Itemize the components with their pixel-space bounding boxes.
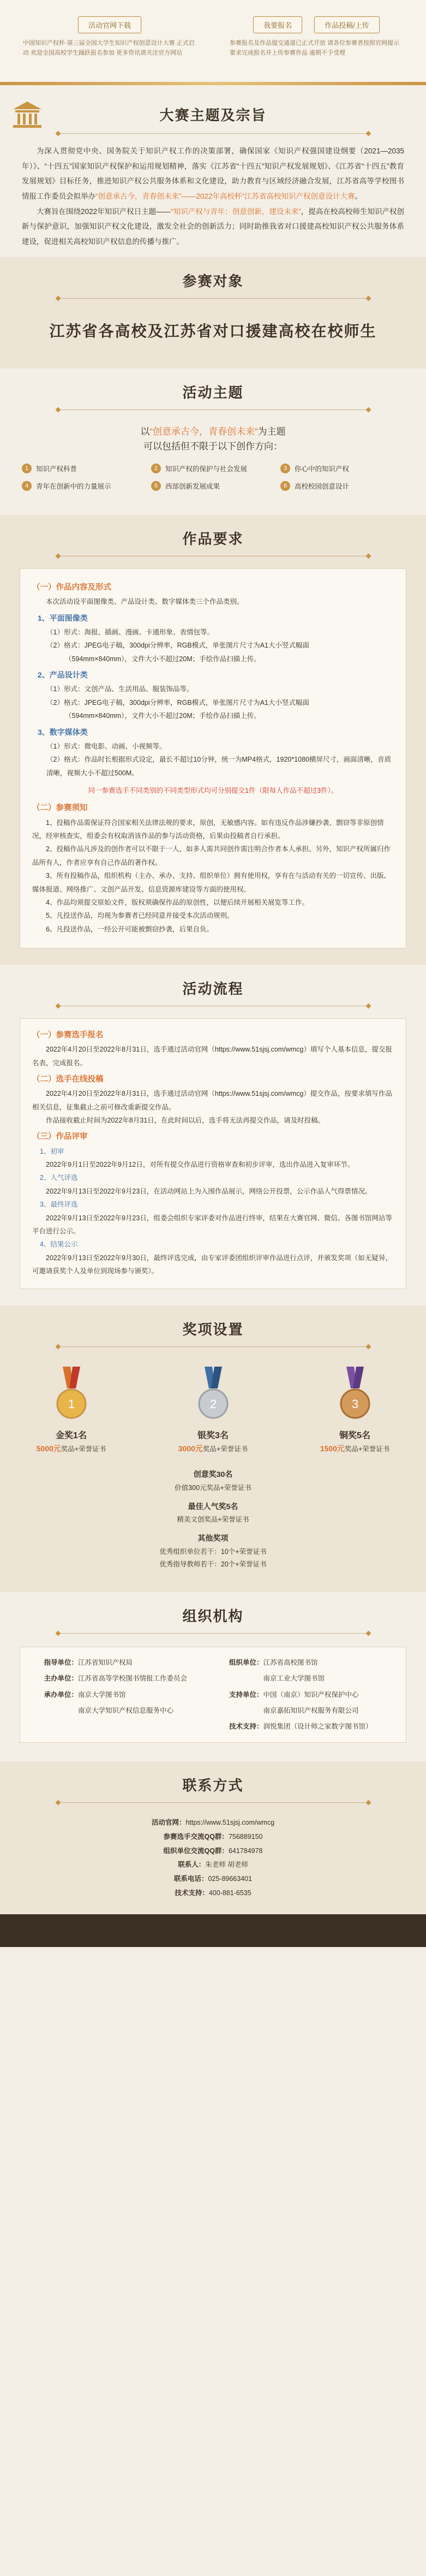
target-title-wrap	[0, 257, 426, 303]
org-value: 江苏省高校图书馆	[263, 1659, 318, 1667]
org-key	[219, 1705, 263, 1717]
contact-list	[0, 1807, 426, 1914]
topic-head-b: 为主题	[257, 426, 286, 437]
flow-sub-4: 4、结果公示	[40, 1240, 78, 1249]
section-target	[0, 257, 426, 369]
works-notice: 2、投稿作品凡涉及的创作者可以不限于一人，如多人需共同创作需注明合作者本人承担。另外，知识产权所属归作品所有人，作者应享有自己作品的著作权。	[32, 845, 391, 866]
org-value: 江苏省高等学校图书情报工作委员会	[78, 1675, 188, 1683]
org-row	[33, 1657, 208, 1669]
section-contact	[0, 1761, 426, 1947]
top-left-panel	[20, 16, 200, 58]
top-left-button-row	[20, 16, 200, 33]
flow-sub-2: 2、人气评选	[40, 1174, 78, 1182]
theme-title-row	[0, 85, 426, 133]
org-row	[219, 1705, 393, 1717]
theme-p2-end: ，提高在校高校师生知识产权创新与保护意识，加强知识产权文化建设，激发全社会的创新活力；同时助推我省对口援建高校知识产权公共服务体系建设，促进相关高校知识产权信息的传播与推广。	[22, 207, 404, 246]
bronze-name: 铜奖5名	[339, 1431, 370, 1441]
section-flow	[0, 965, 426, 1305]
award-medals	[0, 1351, 426, 1457]
topic-item	[22, 464, 146, 473]
theme-title: 大赛主题及宗旨	[159, 106, 267, 123]
flow-step-2: （二）选手在线投稿	[32, 1075, 104, 1084]
topic-head-highlight: “创意承古今，青春创未来”	[149, 426, 258, 437]
silver-medal-icon	[197, 1367, 230, 1421]
awards-title: 奖项设置	[182, 1321, 244, 1338]
org-value: 江苏省知识产权局	[78, 1659, 133, 1667]
creative-award-desc: 价值300元奖品+荣誉证书	[175, 1484, 251, 1492]
contact-value: 641784978	[228, 1847, 263, 1855]
flow-sub-1-text: 2022年9月1日至2022年9月12日，对所有提交作品进行资格审查和初步评审，选出作品进入复审环节。	[46, 1161, 355, 1169]
flow-step-1: （一）参赛选手报名	[32, 1031, 104, 1040]
org-key: 支持单位：	[229, 1690, 263, 1699]
theme-title-rule	[61, 133, 366, 134]
flow-step-1-text: 2022年4月20日至2022年8月31日，选手通过活动官网（https://www.51sjsj.com/wmcg）填写个人基本信息，提交报名表，完成报名。	[32, 1046, 392, 1067]
topic-item-label: 知识产权科普	[36, 465, 77, 473]
theme-p1-end: 。	[355, 192, 363, 201]
top-right-note: 参赛报名及作品提交通道已正式开放 请各位参赛者按照官网提示要求完成报名并上传参赛作品 逾期不予受理	[230, 40, 400, 56]
bronze-rest: 奖品+荣誉证书	[344, 1445, 390, 1453]
number-badge: 6	[280, 481, 290, 491]
target-title: 参赛对象	[182, 272, 244, 289]
topic-head-line2: 可以包括但不限于以下创作方向：	[143, 441, 283, 452]
flow-sub-3-text: 2022年9月13日至2022年9月23日，组委会组织专家评委对作品进行终审，结果在大赛官网、微信、各图书馆网站等平台进行公示。	[32, 1214, 392, 1235]
org-row	[33, 1673, 208, 1684]
section-organization	[0, 1592, 426, 1761]
topic-heading	[0, 414, 426, 461]
top-right-panel	[226, 16, 406, 58]
works-c3-line: （2）格式：作品时长根据形式设定，最长不超过10分钟，统一为MP4格式，1920*1080横屏尺寸，画面清晰，音质清晰，视频大小不超过500M。	[46, 756, 392, 777]
org-title-wrap	[0, 1592, 426, 1645]
org-row	[219, 1689, 393, 1701]
number-badge: 3	[280, 464, 290, 473]
topic-item-label: 高校校园创意设计	[295, 483, 350, 491]
topic-head-a: 以	[140, 426, 150, 437]
org-award-line: 优秀组织单位若干：10个+荣誉证书	[159, 1547, 267, 1556]
org-row	[219, 1721, 393, 1732]
flow-sub-3: 3、最终评选	[40, 1201, 78, 1209]
contact-title-rule	[61, 1802, 366, 1803]
building-icon	[11, 99, 44, 129]
contact-row	[0, 1858, 426, 1872]
works-h1: （一）作品内容及形式	[32, 583, 111, 592]
contact-key: 联系电话：	[173, 1874, 208, 1883]
svg-text:1: 1	[68, 1397, 75, 1411]
works-c2-line: （594mm×840mm），文件大小不超过20M；手绘作品扫描上传。	[65, 712, 261, 720]
silver-desc	[170, 1443, 257, 1454]
org-row	[33, 1721, 208, 1732]
works-notice: 5、凡投送作品，均视为参赛者已经同意并接受本次活动规则。	[46, 912, 234, 920]
contact-value: 756889150	[228, 1833, 263, 1841]
works-notice: 6、凡投送作品，一经公开可能被剽窃抄袭，后果自负。	[46, 925, 213, 933]
org-row	[33, 1689, 208, 1701]
flow-title: 活动流程	[182, 981, 244, 997]
number-badge: 5	[151, 481, 161, 491]
number-badge: 2	[151, 464, 161, 473]
svg-text:2: 2	[209, 1397, 217, 1411]
works-c1-line: （2）格式：JPEG电子稿，300dpi分辨率，RGB模式，单张图片尺寸为A1大小竖式幅面	[46, 642, 310, 650]
contact-key: 参赛选手交流QQ群：	[163, 1833, 229, 1841]
section-works	[0, 515, 426, 965]
works-c2-line: （1）形式：文创产品、生活用品、服装饰品等。	[46, 685, 194, 693]
bronze-desc	[311, 1443, 399, 1454]
contact-title-wrap	[0, 1761, 426, 1807]
target-title-rule	[61, 298, 366, 299]
works-c3-line: （1）形式：微电影、动画、小视频等。	[46, 742, 166, 750]
topic-item	[280, 481, 404, 491]
top-left-note: 中国知识产权杯·第三届全国大学生知识产权创意设计大赛 正式启动 欢迎全国高校学生踊跃报名参加 更多资讯请关注官方网站	[23, 40, 195, 56]
topic-item-label: 你心中的知识产权	[295, 465, 350, 473]
works-notice: 1、投稿作品需保证符合国家相关法律法规的要求，原创，无敏感内容。如有违反作品涉嫌抄袭、剽窃等非原创情况，经审核查实，组委会有权取消该作品的参与活动资格，后果由投稿者自行承担。	[32, 818, 384, 840]
org-value: 南京工业大学图书馆	[263, 1675, 325, 1683]
org-value: 南京嘉拓知识产权服务有限公司	[263, 1706, 359, 1714]
topic-item-label: 知识产权的保护与社会发展	[165, 465, 248, 473]
theme-p1-text: 为深入贯彻党中央、国务院关于知识产权工作的决策部署，确保国家《知识产权强国建设纲要（2021—2035年）》、“十四五”国家知识产权保护和运用规划精神，落实《江苏省“十四五”知识产权发展规划》、《江苏省“十四五”教育发展规划》目标任务，推进知识产权公共服务体系和文化建设，助力教育与区域经济融合发展，江苏省高等学校图书情报工作委员会拟举办	[22, 147, 404, 201]
flow-step-2-text2: 作品接收截止时间为2022年8月31日，在此时间以后，选手将无法再提交作品，请及时投稿。	[46, 1117, 325, 1125]
topic-item	[280, 464, 404, 473]
works-title-wrap	[0, 515, 426, 568]
works-c1-line: （1）形式：海报、插画、漫画、卡通形象、表情包等。	[46, 628, 214, 637]
section-topic	[0, 369, 426, 515]
contact-row	[0, 1844, 426, 1859]
contact-value: 朱老师 胡老师	[205, 1861, 248, 1869]
bronze-prize: 1500元	[320, 1444, 345, 1453]
org-row	[219, 1673, 393, 1684]
org-title-rule	[61, 1633, 366, 1634]
section-theme	[0, 85, 426, 257]
org-key: 主办单位：	[44, 1675, 78, 1683]
gold-prize: 5000元	[36, 1444, 61, 1453]
flow-step-3: （三）作品评审	[32, 1132, 88, 1142]
gold-medal-icon	[55, 1367, 88, 1421]
footer-bar	[0, 1914, 426, 1947]
contact-key: 技术支持：	[175, 1889, 209, 1897]
works-c2-line: （2）格式：JPEG电子稿，300dpi分辨率，RGB模式，单张图片尺寸为A1大小竖式幅面	[46, 698, 310, 707]
contact-row	[0, 1872, 426, 1886]
bronze-medal-icon	[339, 1367, 371, 1421]
submit-button[interactable]: 作品投稿/上传	[314, 16, 380, 33]
section-awards	[0, 1305, 426, 1592]
flow-sub-4-text: 2022年9月13日至2022年9月30日，最终评选完成，由专家评委团组织评审作品进行点评，并颁发奖项（如无疑异，可邀请获奖个人及单位到现场参与颁奖）。	[32, 1254, 392, 1275]
topic-grid	[0, 461, 426, 507]
target-text: 江苏省各高校及江苏省对口援建高校在校师生	[49, 322, 377, 340]
org-key: 承办单位：	[44, 1690, 78, 1699]
org-award: 其他奖项	[197, 1534, 229, 1543]
silver-rest: 奖品+荣誉证书	[202, 1445, 248, 1453]
works-h2: （二）参赛须知	[32, 804, 88, 813]
flow-title-wrap	[0, 965, 426, 1018]
topic-title-wrap	[0, 369, 426, 414]
topic-item	[22, 481, 146, 491]
topic-item	[151, 464, 275, 473]
award-list	[0, 1457, 426, 1584]
org-award-line: 优秀指导教师若干：20个+荣誉证书	[159, 1560, 267, 1569]
contact-key: 联系人：	[178, 1861, 206, 1869]
flow-step-2-text: 2022年4月20日至2022年8月31日，选手通过活动官网（https://www.51sjsj.com/wmcg）提交作品，按要求填写作品相关信息，征集截止之前可修改重新提交作品。	[32, 1090, 392, 1111]
creative-award: 创意奖30名	[193, 1470, 233, 1479]
org-key: 组织单位：	[229, 1659, 263, 1667]
number-badge: 1	[22, 464, 32, 473]
org-row	[33, 1705, 208, 1717]
number-badge: 4	[22, 481, 32, 491]
gold-rest: 奖品+荣誉证书	[61, 1445, 106, 1453]
flow-sub-1: 1、初审	[40, 1147, 64, 1155]
works-category-2: 2、产品设计类	[38, 670, 88, 680]
org-value: 南京大学知识产权信息服务中心	[78, 1706, 174, 1714]
org-key: 指导单位：	[44, 1659, 78, 1667]
contact-row	[0, 1886, 426, 1901]
contact-key: 活动官网：	[151, 1819, 186, 1827]
popular-award: 最佳人气奖5名	[188, 1501, 238, 1511]
org-title: 组织机构	[182, 1608, 244, 1625]
org-key: 技术支持：	[229, 1723, 263, 1731]
awards-title-wrap	[0, 1305, 426, 1351]
contact-value: 025-89663401	[208, 1874, 253, 1883]
silver-name: 银奖3名	[197, 1431, 229, 1441]
org-key	[33, 1705, 78, 1717]
contact-key: 组织单位交流QQ群：	[163, 1847, 229, 1855]
works-notice: 3、所有投稿作品，组织机构（主办、承办、支持、组织单位）拥有使用权，享有在与活动有关的一切宣传、出版、媒体报道、网络推广、文创产品开发、信息资源库建设等方面的使用权。	[32, 872, 391, 893]
org-key	[219, 1673, 263, 1684]
contact-title: 联系方式	[182, 1777, 244, 1794]
silver-prize: 3000元	[178, 1444, 203, 1453]
contact-value: 400-881-6535	[208, 1889, 251, 1897]
topic-title-rule	[61, 409, 366, 410]
works-category-3: 3、数字媒体类	[38, 727, 88, 737]
topic-title: 活动主题	[182, 384, 244, 401]
gold-name: 金奖1名	[56, 1431, 87, 1441]
org-value: 润悦集团（设计师之家数字图书馆）	[263, 1723, 373, 1731]
register-button[interactable]: 我要报名	[253, 16, 302, 33]
theme-paragraph-1	[0, 144, 426, 204]
top-bar	[0, 0, 426, 82]
contact-row	[0, 1816, 426, 1830]
contact-website-link[interactable]: https://www.51sjsj.com/wmcg	[185, 1819, 275, 1827]
flow-box	[20, 1018, 406, 1289]
org-box	[20, 1647, 406, 1743]
flow-sub-2-text: 2022年9月13日至2022年9月23日，在活动网站上为入围作品展示，网络公开投票，公示作品人气得票情况。	[46, 1187, 372, 1195]
org-row	[219, 1657, 393, 1669]
gold-desc	[28, 1443, 115, 1454]
download-button[interactable]: 活动官网下载	[78, 16, 141, 33]
svg-text:3: 3	[351, 1397, 358, 1411]
top-right-button-row	[226, 16, 406, 33]
works-title: 作品要求	[182, 531, 244, 548]
works-red-note: 同一参赛选手不同类别的不同类型形式均可分别提交1件（限每人作品不超过3件）。	[88, 786, 338, 794]
theme-p2-text: 大赛旨在围绕2022年知识产权日主题——	[37, 207, 171, 216]
theme-p1-highlight: “创意承古今，青春创未来”——2022年高校杯”江苏省高校知识产权创意设计大赛	[95, 192, 355, 201]
works-h1-text: 本次活动设平面图像类、产品设计类、数字媒体类三个作品类别。	[46, 598, 244, 606]
works-box	[20, 568, 406, 948]
org-value: 南京大学图书馆	[78, 1690, 126, 1699]
topic-item	[151, 481, 275, 491]
topic-item-label: 西部创新发展成果	[165, 483, 220, 491]
works-category-1: 1、平面图像类	[38, 613, 88, 622]
works-notice: 4、作品均须提交原始文件，版权须确保作品的原创性，以便后续开展相关展览等工作。	[46, 898, 309, 906]
theme-paragraph-2	[0, 204, 426, 250]
topic-item-label: 青年在创新中的力量展示	[36, 483, 111, 491]
works-c1-line: （594mm×840mm），文件大小不超过20M；手绘作品扫描上传。	[65, 655, 261, 663]
org-value: 中国（南京）知识产权保护中心	[263, 1690, 359, 1699]
org-key	[33, 1721, 78, 1732]
theme-p2-highlight: “知识产权与青年：创意创新，建设未来”	[171, 207, 301, 216]
award-silver	[170, 1367, 257, 1454]
award-gold	[28, 1367, 115, 1454]
popular-award-desc: 精美文创奖品+荣誉证书	[177, 1516, 249, 1524]
awards-title-rule	[61, 1346, 366, 1347]
award-bronze	[311, 1367, 399, 1454]
contact-row	[0, 1830, 426, 1844]
